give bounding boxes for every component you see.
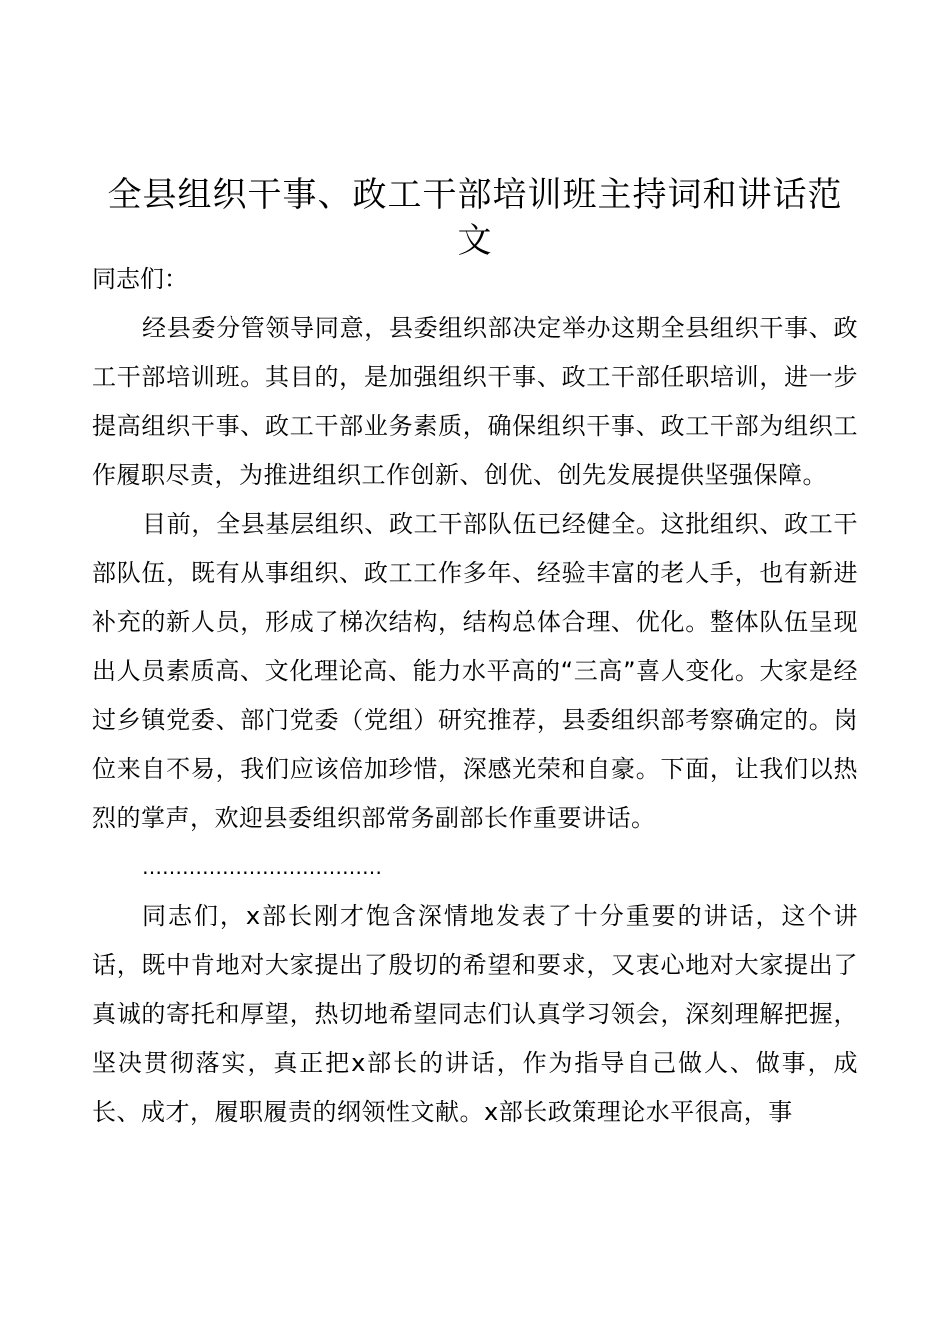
document-body — [92, 255, 858, 1137]
paragraph-closing-remarks: 同志们，x部长刚才饱含深情地发表了十分重要的讲话，这个讲话，既中肯地对大家提出了殷切的希望和要求，又衷心地对大家提出了真诚的寄托和厚望，热切地希望同志们认真学习领会，深刻理解把握，坚决贯彻落实，真正把x部长的讲话，作为指导自己做人、做事，成长、成才，履职履责的纲领性文献。x部长政策理论水平很高，事 — [92, 902, 858, 1126]
document-title: 全县组织干事、政工干部培训班主持词和讲话范文 — [107, 175, 843, 261]
ellipsis-separator: ……………………………… — [142, 855, 382, 879]
paragraph-purpose: 经县委分管领导同意，县委组织部决定举办这期全县组织干事、政工干部培训班。其目的，是加强组织干事、政工干部任职培训，进一步提高组织干事、政工干部业务素质，确保组织干事、政工干部为组织工作履职尽责，为推进组织工作创新、创优、创先发展提供坚强保障。 — [92, 314, 858, 489]
salutation: 同志们： — [92, 265, 188, 293]
paragraph-team-status: 目前，全县基层组织、政工干部队伍已经健全。这批组织、政工干部队伍，既有从事组织、政工工作多年、经验丰富的老人手，也有新进补充的新人员，形成了梯次结构，结构总体合理、优化。整体队伍呈现出人员素质高、文化理论高、能力水平高的“三高”喜人变化。大家是经过乡镇党委、部门党委（党组）研究推荐，县委组织部考察确定的。岗位来自不易，我们应该倍加珍惜，深感光荣和自豪。下面，让我们以热烈的掌声，欢迎县委组织部常务副部长作重要讲话。 — [92, 510, 858, 832]
